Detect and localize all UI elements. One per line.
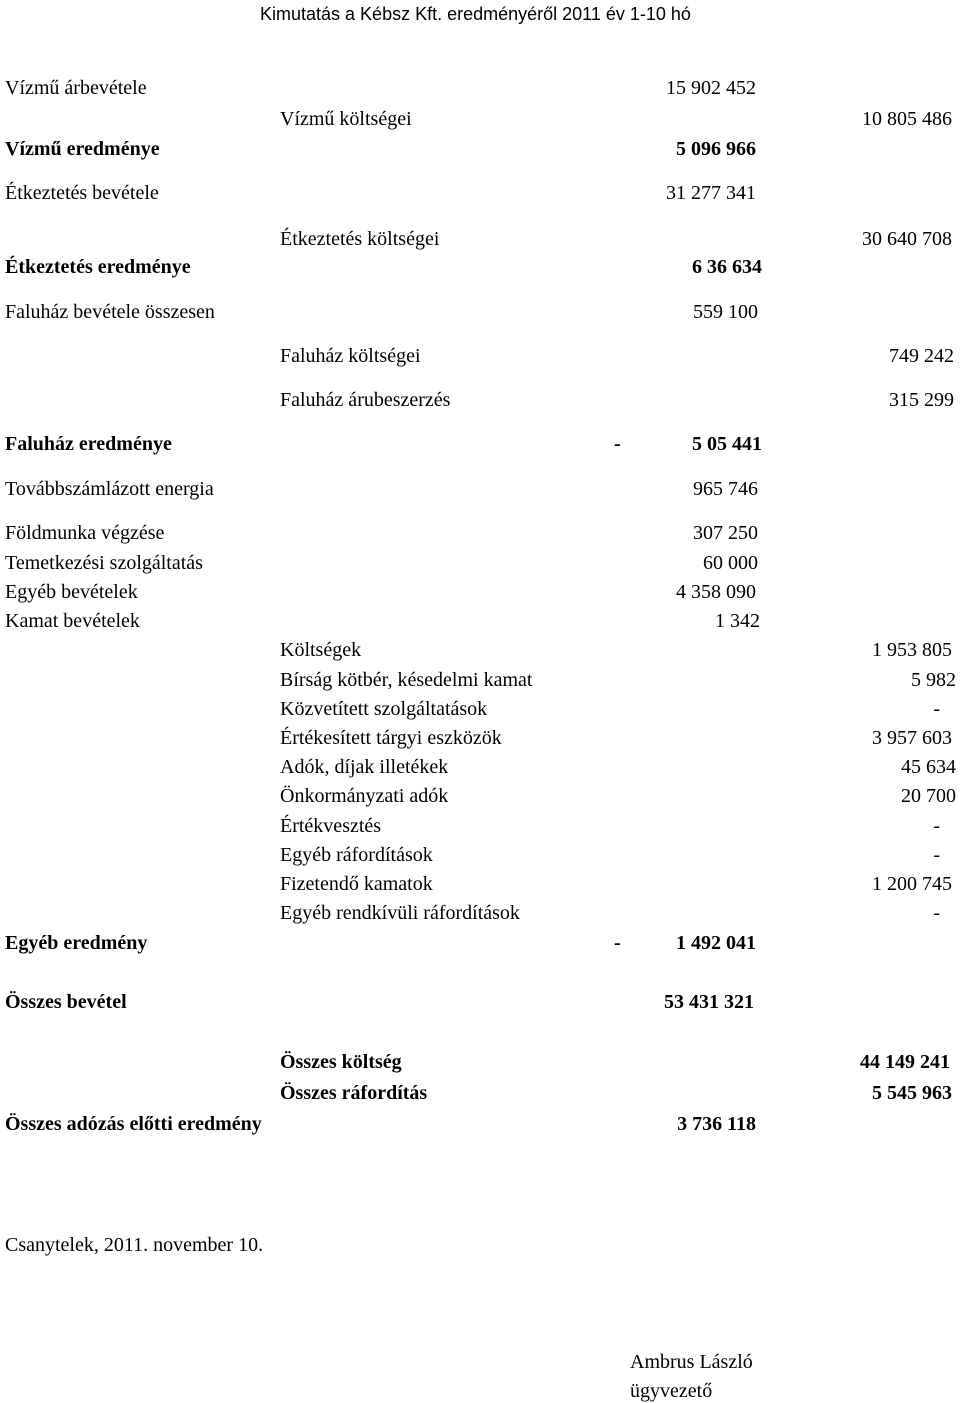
other-cost-label: Egyéb ráfordítások — [280, 844, 433, 866]
other-income-value: 1 342 — [715, 610, 760, 632]
other-cost-value: - — [933, 902, 940, 924]
faluhaz-revenue-label: Faluház bevétele összesen — [5, 301, 215, 323]
etkeztetes-costs-value: 30 640 708 — [862, 228, 952, 250]
etkeztetes-revenue-value: 31 277 341 — [666, 182, 756, 204]
place-date: Csanytelek, 2011. november 10. — [5, 1234, 264, 1256]
other-cost-value: 1 200 745 — [872, 873, 952, 895]
vizmu-costs-value: 10 805 486 — [862, 108, 952, 130]
etkeztetes-result-value: 6 36 634 — [692, 256, 762, 278]
other-cost-value: 45 634 — [901, 756, 956, 778]
other-income-label: Földmunka végzése — [5, 522, 165, 544]
other-cost-value: 3 957 603 — [872, 727, 952, 749]
total-income-label: Összes bevétel — [5, 991, 127, 1013]
other-cost-value: - — [933, 844, 940, 866]
faluhaz-costs-value: 749 242 — [889, 345, 954, 367]
other-result-value: 1 492 041 — [676, 932, 756, 954]
faluhaz-costs-label: Faluház költségei — [280, 345, 421, 367]
other-cost-label: Közvetített szolgáltatások — [280, 698, 488, 720]
signer-title: ügyvezető — [630, 1380, 713, 1402]
total-expense-value: 5 545 963 — [872, 1082, 952, 1104]
other-cost-value: - — [933, 698, 940, 720]
other-result-sign: - — [614, 932, 621, 954]
total-income-value: 53 431 321 — [664, 991, 754, 1013]
other-cost-label: Értékvesztés — [280, 815, 382, 837]
other-income-value: 4 358 090 — [676, 581, 756, 603]
vizmu-revenue-value: 15 902 452 — [666, 77, 756, 99]
other-income-label: Továbbszámlázott energia — [5, 478, 214, 500]
other-income-value: 965 746 — [693, 478, 758, 500]
total-cost-value: 44 149 241 — [860, 1051, 950, 1073]
other-cost-label: Önkormányzati adók — [280, 785, 449, 807]
total-pretax-value: 3 736 118 — [677, 1113, 756, 1135]
other-cost-value: 5 982 — [911, 669, 956, 691]
page-title: Kimutatás a Kébsz Kft. eredményéről 2011 év 1-10 hó — [260, 4, 691, 24]
faluhaz-revenue-value: 559 100 — [693, 301, 758, 323]
faluhaz-result-label: Faluház eredménye — [5, 433, 172, 455]
faluhaz-purchase-label: Faluház árubeszerzés — [280, 389, 451, 411]
total-cost-label: Összes költség — [280, 1051, 402, 1073]
faluhaz-result-sign: - — [614, 433, 621, 455]
vizmu-result-label: Vízmű eredménye — [5, 138, 160, 160]
other-income-value: 60 000 — [703, 552, 758, 574]
vizmu-result-value: 5 096 966 — [676, 138, 756, 160]
other-cost-label: Fizetendő kamatok — [280, 873, 433, 895]
other-cost-value: - — [933, 815, 940, 837]
other-result-label: Egyéb eredmény — [5, 932, 148, 954]
vizmu-costs-label: Vízmű költségei — [280, 108, 412, 130]
etkeztetes-result-label: Étkeztetés eredménye — [5, 256, 191, 278]
other-cost-label: Költségek — [280, 639, 362, 661]
other-cost-label: Bírság kötbér, késedelmi kamat — [280, 669, 533, 691]
other-cost-label: Adók, díjak illetékek — [280, 756, 449, 778]
other-cost-value: 20 700 — [901, 785, 956, 807]
total-expense-label: Összes ráfordítás — [280, 1082, 428, 1104]
total-pretax-label: Összes adózás előtti eredmény — [5, 1113, 262, 1135]
other-income-label: Egyéb bevételek — [5, 581, 138, 603]
vizmu-revenue-label: Vízmű árbevétele — [5, 77, 147, 99]
other-income-value: 307 250 — [693, 522, 758, 544]
faluhaz-purchase-value: 315 299 — [889, 389, 954, 411]
other-cost-label: Egyéb rendkívüli ráfordítások — [280, 902, 520, 924]
signer-name: Ambrus László — [630, 1351, 753, 1373]
etkeztetes-costs-label: Étkeztetés költségei — [280, 228, 440, 250]
other-cost-value: 1 953 805 — [872, 639, 952, 661]
etkeztetes-revenue-label: Étkeztetés bevétele — [5, 182, 159, 204]
faluhaz-result-value: 5 05 441 — [692, 433, 762, 455]
other-income-label: Kamat bevételek — [5, 610, 140, 632]
other-cost-label: Értékesített tárgyi eszközök — [280, 727, 502, 749]
other-income-label: Temetkezési szolgáltatás — [5, 552, 203, 574]
